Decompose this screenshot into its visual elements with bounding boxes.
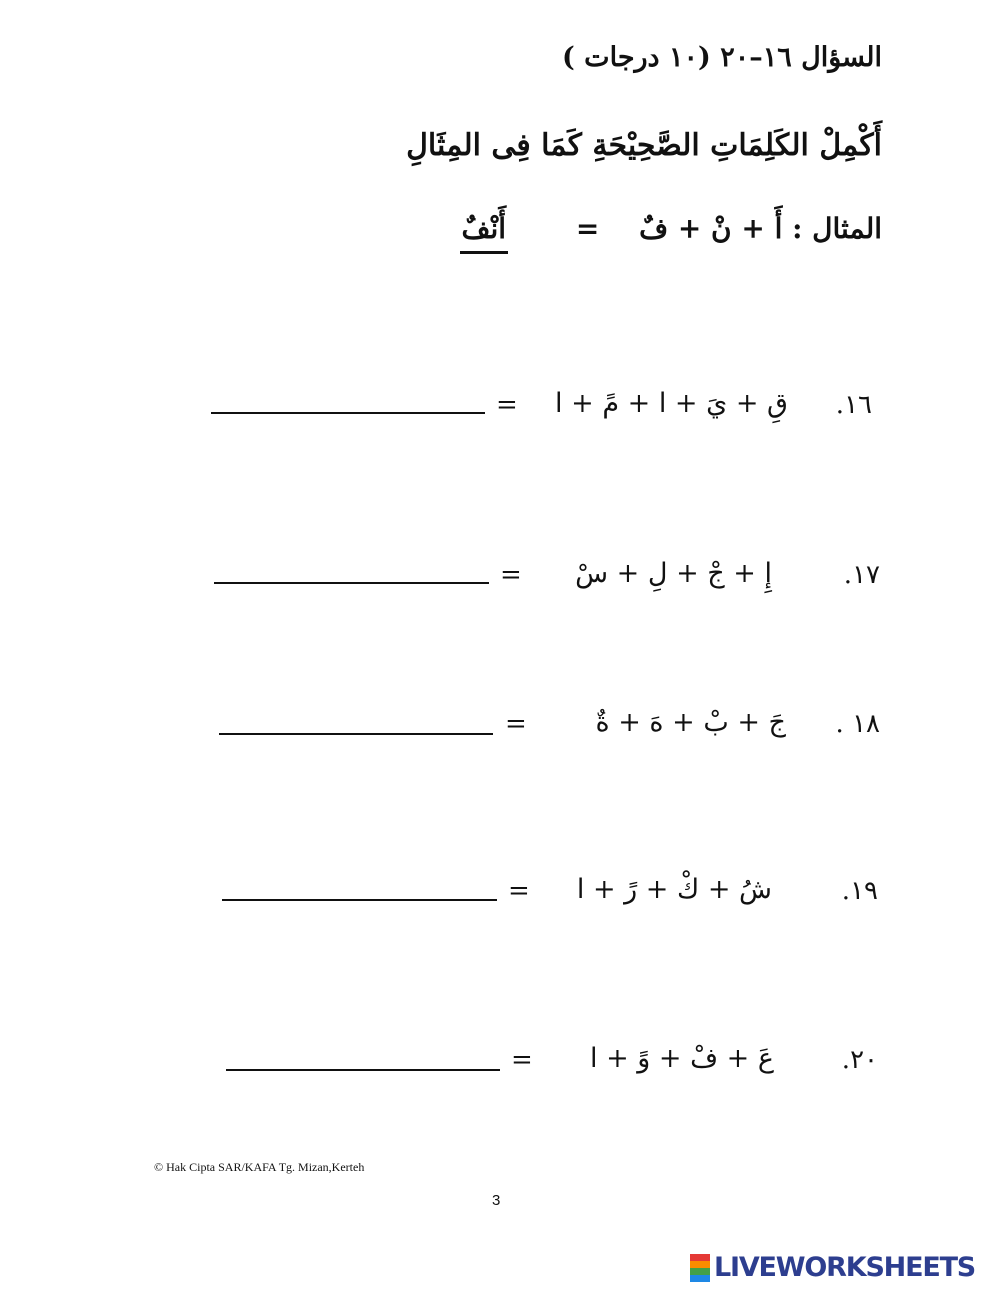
question-number: ١٧.	[843, 560, 880, 590]
equals-sign: =	[496, 390, 518, 420]
answer-blank[interactable]	[214, 582, 489, 584]
equals-sign: =	[511, 1045, 533, 1075]
answer-blank[interactable]	[219, 733, 493, 735]
equals-sign: =	[508, 876, 530, 906]
question-expression: عَ + فْ + وً + ا	[589, 1043, 774, 1074]
liveworksheets-logo	[690, 1252, 992, 1284]
example-answer: أَنْفٌ	[460, 212, 509, 254]
logo-badge-icon	[690, 1254, 710, 1282]
question-expression: جَ + بْ + هَ + ةٌ	[595, 707, 786, 738]
question-expression: شُ + كْ + رً + ا	[576, 874, 772, 905]
question-number: ١٩.	[841, 876, 878, 906]
answer-blank[interactable]	[211, 412, 485, 414]
question-expression: إِ + جْ + لِ + سْ	[575, 558, 772, 589]
instruction-text: أَكْمِلْ الكَلِمَاتِ الصَّحِيْحَةِ كَمَا فِى المِثَالِ	[406, 128, 882, 163]
page-number: 3	[492, 1192, 501, 1209]
section-title: السؤال ١٦–٢٠ (١٠ درجات )	[562, 42, 882, 73]
answer-blank[interactable]	[226, 1069, 500, 1071]
equals-sign: =	[505, 709, 527, 739]
example-equals: =	[575, 212, 600, 245]
logo-text: LIVEWORKSHEETS	[714, 1252, 976, 1283]
question-number: ١٦.	[835, 390, 872, 420]
question-number: ٢٠.	[841, 1045, 878, 1075]
answer-blank[interactable]	[222, 899, 497, 901]
question-expression: قِ + يَ + ا + مً + ا	[555, 388, 788, 419]
equals-sign: =	[500, 560, 522, 590]
question-number: ١٨ .	[835, 709, 880, 739]
copyright-note: © Hak Cipta SAR/KAFA Tg. Mizan,Kerteh	[154, 1160, 365, 1174]
example-label: المثال : أَ + نْ + فٌ	[639, 212, 882, 245]
example-row	[460, 212, 882, 254]
